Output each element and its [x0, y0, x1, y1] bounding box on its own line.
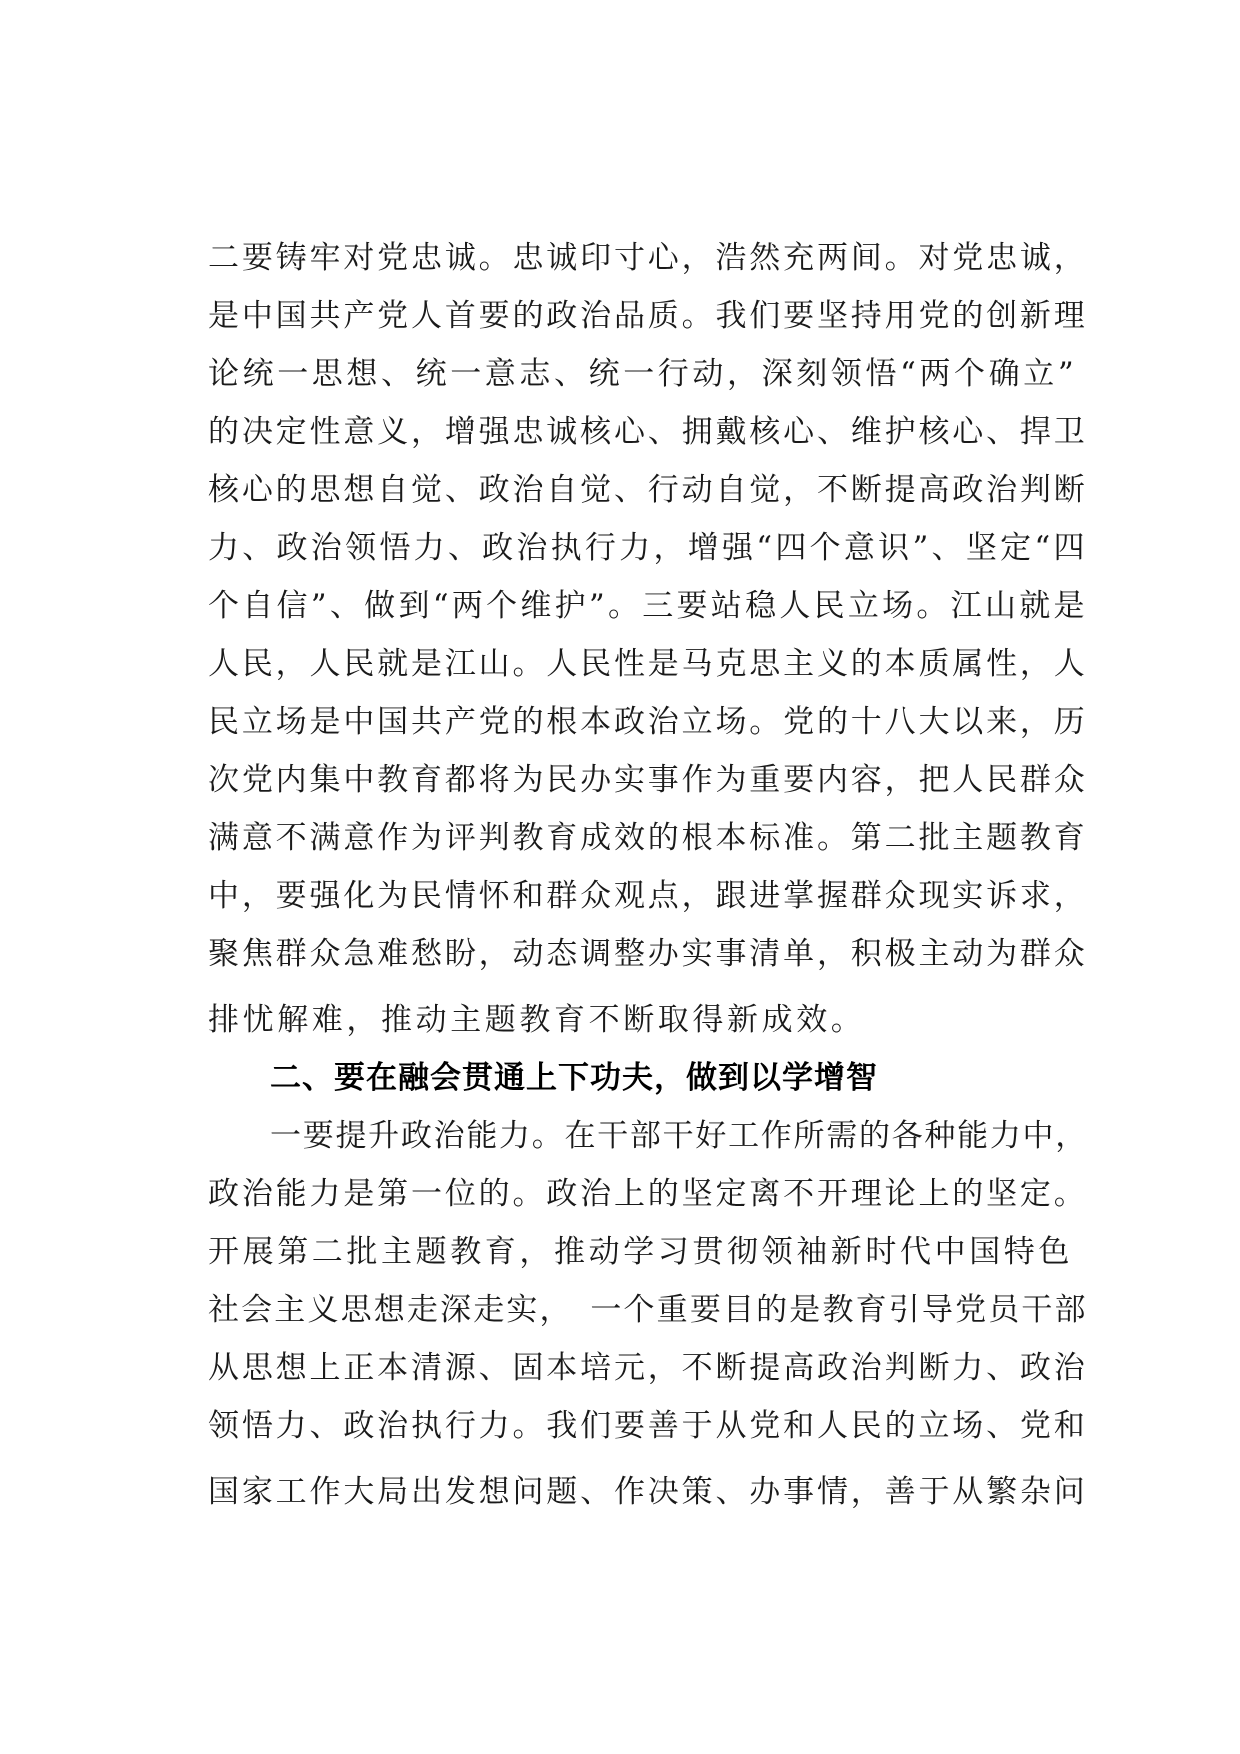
paragraph-line: 是中国共产党人首要的政治品质。我们要坚持用党的创新理: [208, 298, 1088, 334]
paragraph-line: 次党内集中教育都将为民办实事作为重要内容，把人民群众: [208, 762, 1088, 798]
paragraph-line: 个自信”、做到“两个维护”。三要站稳人民立场。江山就是: [208, 588, 1088, 624]
paragraph-line: 政治能力是第一位的。政治上的坚定离不开理论上的坚定。: [208, 1176, 1088, 1212]
paragraph-line: 满意不满意作为评判教育成效的根本标准。第二批主题教育: [208, 820, 1088, 856]
paragraph-line: 社会主义思想走深走实， 一个重要目的是教育引导党员干部: [208, 1292, 1088, 1328]
paragraph-line: 国家工作大局出发想问题、作决策、办事情，善于从繁杂问: [208, 1474, 1088, 1510]
paragraph-line: 一要提升政治能力。在干部干好工作所需的各种能力中，: [270, 1118, 1088, 1154]
paragraph-line: 二要铸牢对党忠诚。忠诚印寸心，浩然充两间。对党忠诚，: [208, 240, 1088, 276]
paragraph-line: 领悟力、政治执行力。我们要善于从党和人民的立场、党和: [208, 1408, 1088, 1444]
paragraph-line: 核心的思想自觉、政治自觉、行动自觉，不断提高政治判断: [208, 472, 1088, 508]
paragraph-line: 力、政治领悟力、政治执行力，增强“四个意识”、坚定“四: [208, 530, 1088, 566]
paragraph-line: 民立场是中国共产党的根本政治立场。党的十八大以来，历: [208, 704, 1088, 740]
section-heading: 二、要在融会贯通上下功夫，做到以学增智: [270, 1060, 878, 1096]
paragraph-line: 排忧解难，推动主题教育不断取得新成效。: [208, 1002, 866, 1038]
paragraph-line: 从思想上正本清源、固本培元，不断提高政治判断力、政治: [208, 1350, 1088, 1386]
paragraph-line: 开展第二批主题教育，推动学习贯彻领袖新时代中国特色: [208, 1234, 1073, 1270]
paragraph-line: 中，要强化为民情怀和群众观点，跟进掌握群众现实诉求，: [208, 878, 1088, 914]
paragraph-line: 的决定性意义，增强忠诚核心、拥戴核心、维护核心、捍卫: [208, 414, 1088, 450]
paragraph-line: 人民，人民就是江山。人民性是马克思主义的本质属性，人: [208, 646, 1088, 682]
paragraph-line: 聚焦群众急难愁盼，动态调整办实事清单，积极主动为群众: [208, 936, 1088, 972]
paragraph-line: 论统一思想、统一意志、统一行动，深刻领悟“两个确立”: [208, 356, 1078, 392]
